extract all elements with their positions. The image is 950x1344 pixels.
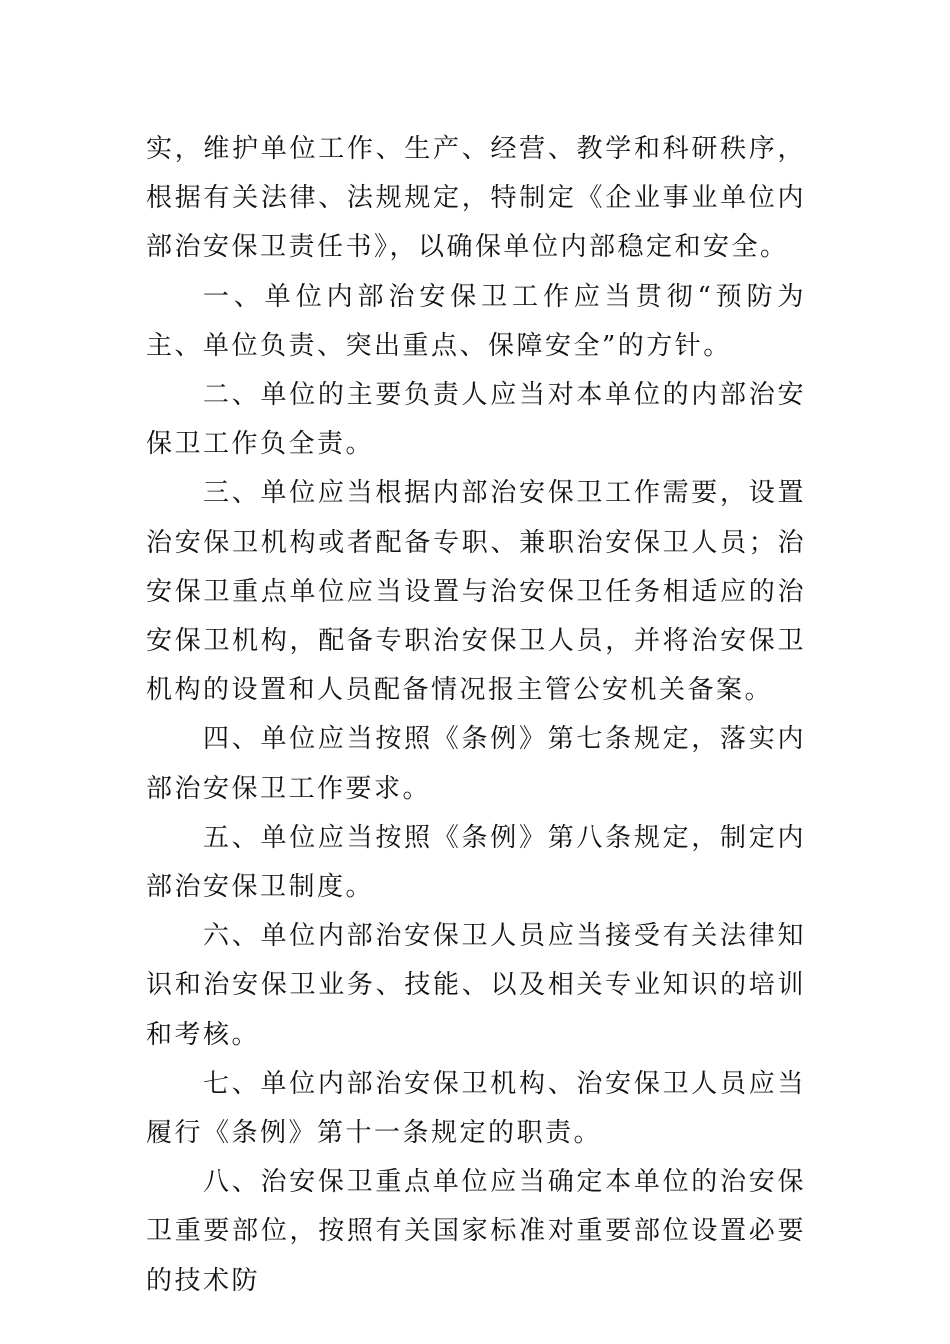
paragraph-item-8: 八、治安保卫重点单位应当确定本单位的治安保卫重要部位，按照有关国家标准对重要部位设置必要的技术防 (146, 1167, 806, 1296)
paragraph-item-4: 四、单位应当按照《条例》第七条规定，落实内部治安保卫工作要求。 (146, 724, 806, 804)
paragraph-continuation: 实，维护单位工作、生产、经营、教学和科研秩序，根据有关法律、法规规定，特制定《企业事业单位内部治安保卫责任书》，以确保单位内部稳定和安全。 (146, 134, 806, 263)
paragraph-item-3: 三、单位应当根据内部治安保卫工作需要，设置治安保卫机构或者配备专职、兼职治安保卫人员；治安保卫重点单位应当设置与治安保卫任务相适应的治安保卫机构，配备专职治安保卫人员，并将治安保卫机构的设置和人员配备情况报主管公安机关备案。 (146, 478, 806, 706)
paragraph-item-2: 二、单位的主要负责人应当对本单位的内部治安保卫工作负全责。 (146, 380, 806, 460)
paragraph-item-1: 一、单位内部治安保卫工作应当贯彻“预防为主、单位负责、突出重点、保障安全”的方针。 (146, 281, 806, 361)
paragraph-item-6: 六、单位内部治安保卫人员应当接受有关法律知识和治安保卫业务、技能、以及相关专业知识的培训和考核。 (146, 921, 806, 1050)
document-body (146, 125, 806, 1306)
paragraph-item-5: 五、单位应当按照《条例》第八条规定，制定内部治安保卫制度。 (146, 822, 806, 903)
paragraph-item-7: 七、单位内部治安保卫机构、治安保卫人员应当履行《条例》第十一条规定的职责。 (146, 1068, 806, 1149)
